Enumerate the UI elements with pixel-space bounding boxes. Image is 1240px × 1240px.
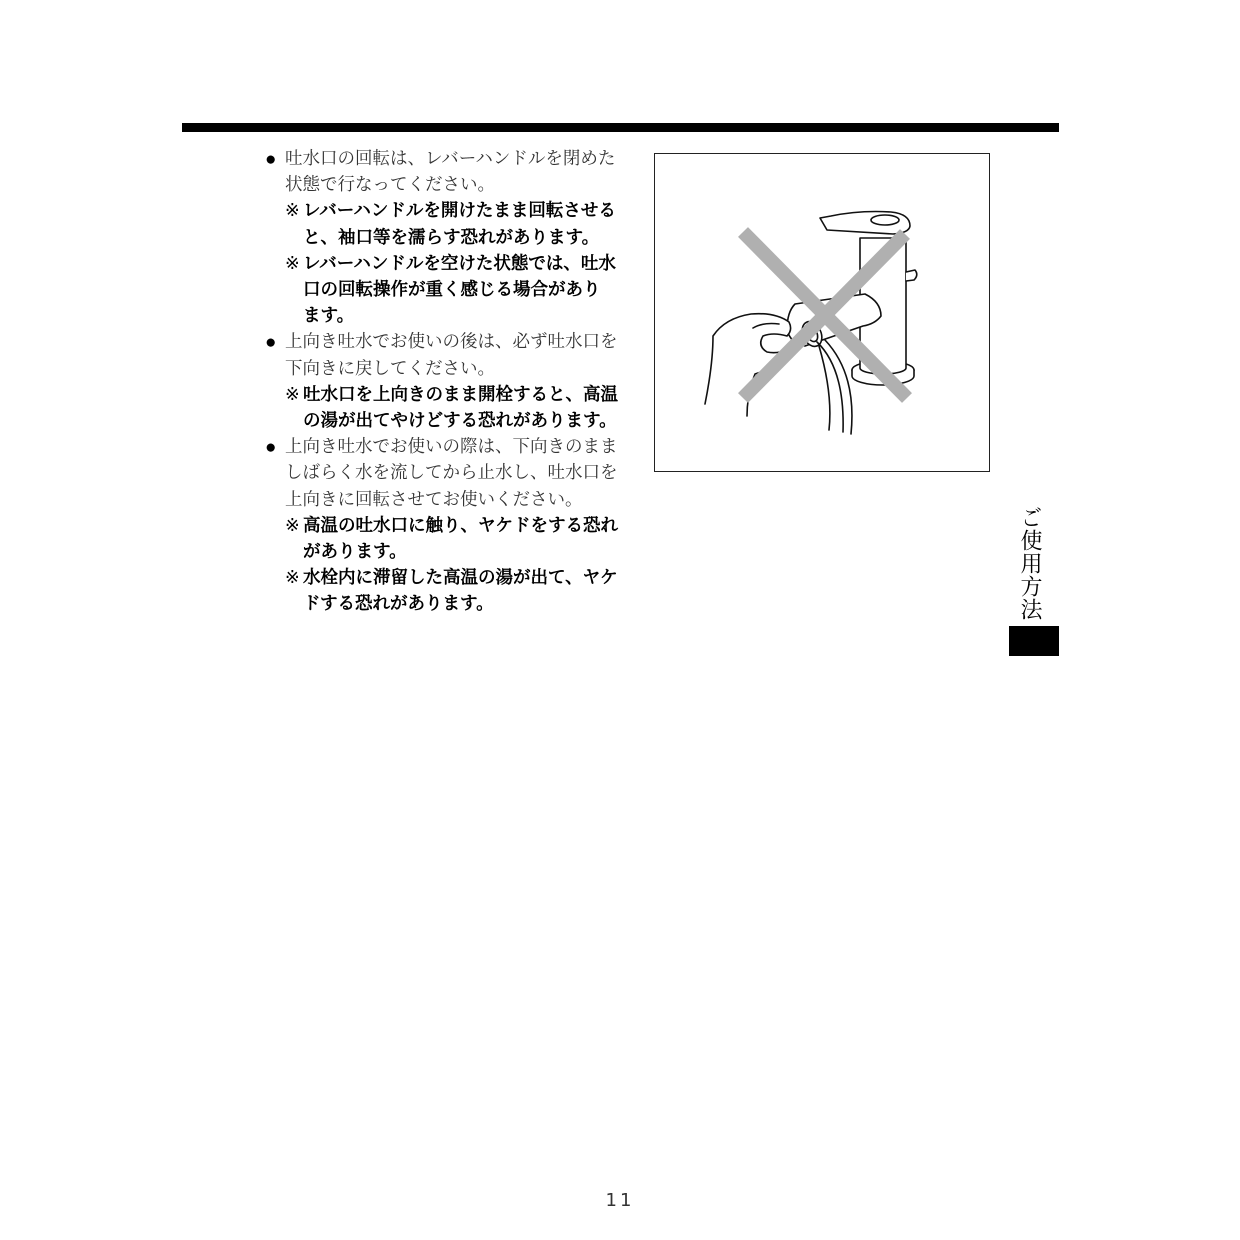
caution-note-continuation: と、袖口等を濡らす恐れがあります。 xyxy=(303,227,600,248)
instruction-text xyxy=(265,146,635,618)
bullet-line: ● 吐水口の回転は、レバーハンドルを閉めた xyxy=(265,146,635,172)
caution-note: ※ レバーハンドルを開けたまま回転させる xyxy=(285,201,616,222)
bullet-continuation: 上向きに回転させてお使いください。 xyxy=(285,489,583,510)
side-section-tab xyxy=(1008,506,1060,624)
bullet-continuation: 状態で行なってください。 xyxy=(285,175,495,196)
faucet-drawing xyxy=(655,154,989,471)
side-tab-marker xyxy=(1009,626,1059,656)
caution-note: ※ 高温の吐水口に触り、ヤケドをする恐れ xyxy=(285,515,618,536)
page-number: 11 xyxy=(605,1190,635,1211)
caution-note-continuation: 口の回転操作が重く感じる場合があり xyxy=(303,280,601,301)
caution-note-continuation: ます。 xyxy=(303,306,355,327)
side-section-label: ご使用方法 xyxy=(1017,506,1042,621)
caution-note: ※ 水栓内に滞留した高温の湯が出て、ヤケ xyxy=(285,568,618,589)
caution-note: ※ 吐水口を上向きのまま開栓すると、高温 xyxy=(285,384,618,405)
faucet-illustration xyxy=(654,153,990,472)
water-stream xyxy=(817,340,852,434)
bullet-line: ● 上向き吐水でお使いの際は、下向きのまま xyxy=(265,434,635,460)
bullet-icon: ● xyxy=(265,436,277,459)
caution-note: ※ レバーハンドルを空けた状態では、吐水 xyxy=(285,253,616,274)
caution-note-continuation: ドする恐れがあります。 xyxy=(303,594,494,615)
top-rule xyxy=(182,123,1059,132)
caution-note-continuation: があります。 xyxy=(303,542,407,563)
bullet-line: ● 上向き吐水でお使いの後は、必ず吐水口を xyxy=(265,329,635,355)
caution-note-continuation: の湯が出てやけどする恐れがあります。 xyxy=(303,411,617,432)
bullet-icon: ● xyxy=(265,331,277,354)
bullet-continuation: 下向きに戻してください。 xyxy=(285,358,495,379)
bullet-icon: ● xyxy=(265,148,277,170)
bullet-continuation: しばらく水を流してから止水し、吐水口を xyxy=(285,463,618,484)
